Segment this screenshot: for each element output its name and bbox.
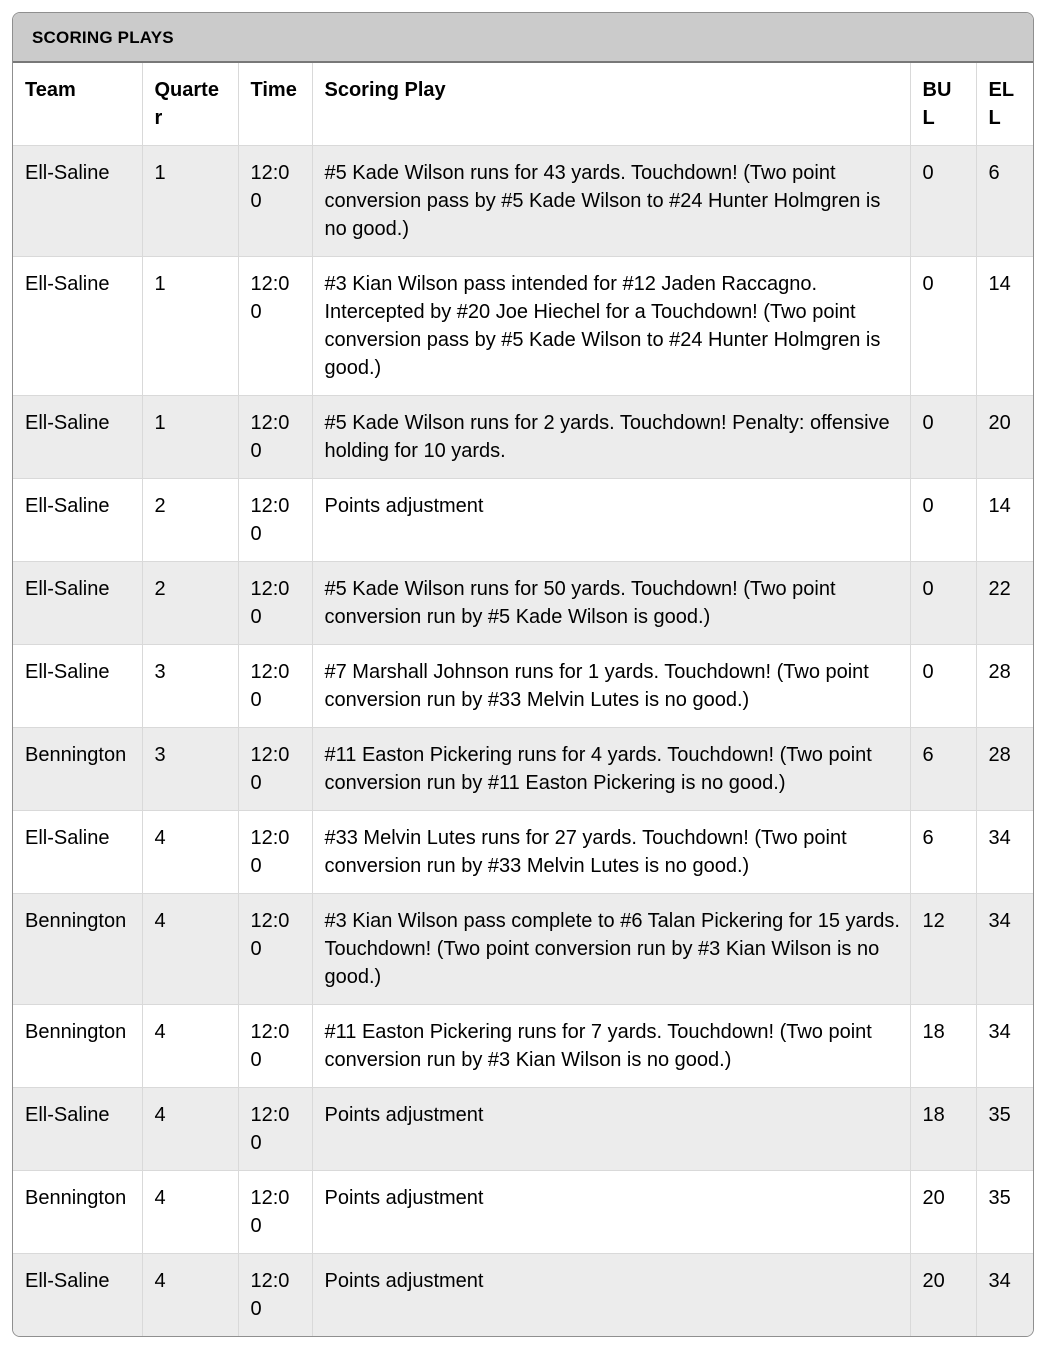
team-cell: Ell-Saline — [13, 396, 142, 479]
time-cell: 12:00 — [238, 257, 312, 396]
column-header-bul: BUL — [910, 63, 976, 146]
column-header-scoring-play: Scoring Play — [312, 63, 910, 146]
team-cell: Ell-Saline — [13, 146, 142, 257]
scoring-play-cell: Points adjustment — [312, 1171, 910, 1254]
scoring-table-body — [13, 146, 1034, 1337]
bul-score-cell: 0 — [910, 257, 976, 396]
ell-score-cell: 22 — [976, 562, 1034, 645]
ell-score-cell: 34 — [976, 1005, 1034, 1088]
ell-score-cell: 14 — [976, 479, 1034, 562]
ell-score-cell: 20 — [976, 396, 1034, 479]
scoring-play-cell: Points adjustment — [312, 1088, 910, 1171]
scoring-play-cell: #5 Kade Wilson runs for 50 yards. Touchdown! (Two point conversion run by #5 Kade Wilson is good.) — [312, 562, 910, 645]
scoring-play-cell: #3 Kian Wilson pass complete to #6 Talan Pickering for 15 yards. Touchdown! (Two point conversion run by #3 Kian Wilson is no good.) — [312, 894, 910, 1005]
scoring-plays-panel — [12, 12, 1034, 1337]
ell-score-cell: 28 — [976, 728, 1034, 811]
bul-score-cell: 18 — [910, 1088, 976, 1171]
time-cell: 12:00 — [238, 728, 312, 811]
table-row — [13, 479, 1034, 562]
quarter-cell: 4 — [142, 1005, 238, 1088]
scoring-play-cell: #5 Kade Wilson runs for 43 yards. Touchdown! (Two point conversion pass by #5 Kade Wilson to #24 Hunter Holmgren is no good.) — [312, 146, 910, 257]
time-cell: 12:00 — [238, 811, 312, 894]
bul-score-cell: 0 — [910, 396, 976, 479]
scoring-play-cell: #11 Easton Pickering runs for 7 yards. Touchdown! (Two point conversion run by #3 Kian Wilson is no good.) — [312, 1005, 910, 1088]
bul-score-cell: 12 — [910, 894, 976, 1005]
column-header-quarter: Quarter — [142, 63, 238, 146]
bul-score-cell: 0 — [910, 645, 976, 728]
bul-score-cell: 18 — [910, 1005, 976, 1088]
time-cell: 12:00 — [238, 479, 312, 562]
column-header-team: Team — [13, 63, 142, 146]
ell-score-cell: 28 — [976, 645, 1034, 728]
ell-score-cell: 14 — [976, 257, 1034, 396]
scoring-play-cell: #5 Kade Wilson runs for 2 yards. Touchdown! Penalty: offensive holding for 10 yards. — [312, 396, 910, 479]
time-cell: 12:00 — [238, 1088, 312, 1171]
team-cell: Bennington — [13, 1005, 142, 1088]
team-cell: Ell-Saline — [13, 257, 142, 396]
ell-score-cell: 6 — [976, 146, 1034, 257]
table-row — [13, 257, 1034, 396]
time-cell: 12:00 — [238, 146, 312, 257]
bul-score-cell: 20 — [910, 1254, 976, 1337]
quarter-cell: 4 — [142, 894, 238, 1005]
time-cell: 12:00 — [238, 396, 312, 479]
team-cell: Bennington — [13, 894, 142, 1005]
table-row — [13, 811, 1034, 894]
quarter-cell: 4 — [142, 1254, 238, 1337]
ell-score-cell: 34 — [988, 1270, 1011, 1292]
scoring-play-cell: Points adjustment — [312, 479, 910, 562]
quarter-cell: 3 — [142, 728, 238, 811]
ell-score-cell: 34 — [976, 894, 1034, 1005]
quarter-cell: 3 — [142, 645, 238, 728]
quarter-cell: 2 — [142, 562, 238, 645]
quarter-cell: 4 — [142, 1171, 238, 1254]
quarter-cell: 4 — [142, 1088, 238, 1171]
table-row — [13, 562, 1034, 645]
table-row — [13, 1171, 1034, 1254]
bul-score-cell: 6 — [910, 728, 976, 811]
quarter-cell: 1 — [142, 257, 238, 396]
bul-score-cell: 6 — [910, 811, 976, 894]
ell-score-cell: 35 — [976, 1171, 1034, 1254]
bul-score-cell: 20 — [910, 1171, 976, 1254]
scoring-play-cell: #3 Kian Wilson pass intended for #12 Jaden Raccagno. Intercepted by #20 Joe Hiechel for a Touchdown! (Two point conversion pass by #5 Kade Wilson to #24 Hunter Holmgren is good.) — [312, 257, 910, 396]
quarter-cell: 2 — [142, 479, 238, 562]
scoring-plays-table — [13, 63, 1034, 1336]
table-row — [13, 146, 1034, 257]
team-cell: Ell-Saline — [13, 1088, 142, 1171]
table-header — [13, 63, 1034, 146]
time-cell: 12:00 — [238, 645, 312, 728]
team-cell: Ell-Saline — [13, 645, 142, 728]
time-cell: 12:00 — [238, 1171, 312, 1254]
team-cell: Ell-Saline — [13, 479, 142, 562]
header-row — [13, 63, 1034, 146]
time-cell: 12:00 — [238, 1005, 312, 1088]
scoring-play-cell: Points adjustment — [312, 1254, 910, 1337]
team-cell: Ell-Saline — [13, 562, 142, 645]
page — [12, 12, 1034, 1337]
time-cell: 12:00 — [238, 1254, 312, 1337]
table-row — [13, 894, 1034, 1005]
table-row — [13, 1088, 1034, 1171]
table-row — [13, 728, 1034, 811]
table-row — [13, 645, 1034, 728]
ell-score-cell: 35 — [976, 1088, 1034, 1171]
bul-score-cell: 0 — [910, 479, 976, 562]
panel-title: SCORING PLAYS — [13, 13, 1033, 63]
scoring-play-cell: #33 Melvin Lutes runs for 27 yards. Touchdown! (Two point conversion run by #33 Melvin Lutes is no good.) — [312, 811, 910, 894]
table-row — [13, 396, 1034, 479]
team-cell: Ell-Saline — [13, 1254, 142, 1337]
ell-score-cell: 34 — [976, 811, 1034, 894]
team-cell: Bennington — [13, 728, 142, 811]
scoring-play-cell: #7 Marshall Johnson runs for 1 yards. Touchdown! (Two point conversion run by #33 Melvin Lutes is no good.) — [312, 645, 910, 728]
column-header-ell: ELL — [976, 63, 1034, 146]
team-cell: Ell-Saline — [13, 811, 142, 894]
quarter-cell: 1 — [142, 396, 238, 479]
bul-score-cell: 0 — [910, 562, 976, 645]
time-cell: 12:00 — [238, 562, 312, 645]
team-cell: Bennington — [13, 1171, 142, 1254]
scoring-play-cell: #11 Easton Pickering runs for 4 yards. Touchdown! (Two point conversion run by #11 Easton Pickering is no good.) — [312, 728, 910, 811]
column-header-time: Time — [238, 63, 312, 146]
table-row — [13, 1005, 1034, 1088]
time-cell: 12:00 — [238, 894, 312, 1005]
bul-score-cell: 0 — [910, 146, 976, 257]
quarter-cell: 1 — [142, 146, 238, 257]
table-row — [13, 1254, 1034, 1337]
quarter-cell: 4 — [142, 811, 238, 894]
